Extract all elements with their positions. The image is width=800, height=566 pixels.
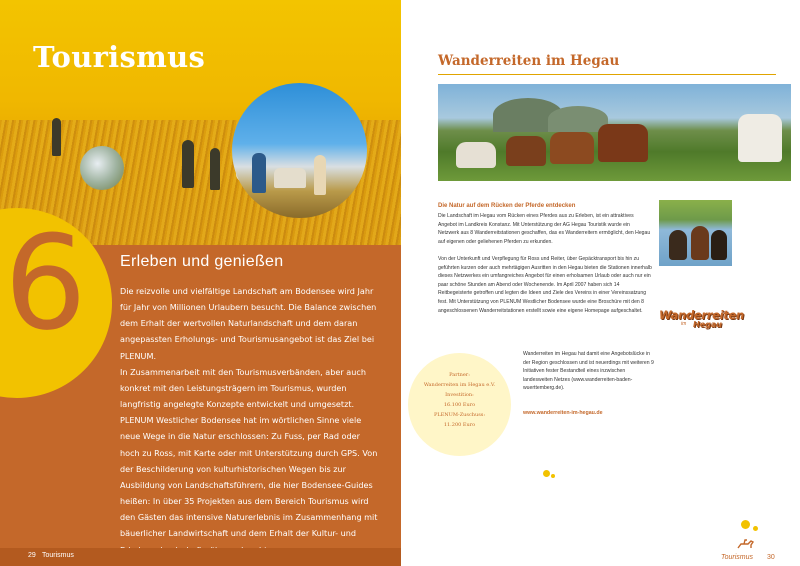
decorative-dot: [551, 474, 555, 478]
right-page: [401, 0, 800, 566]
body-paragraph: Die reizvolle und vielfältige Landschaft am Bodensee wird Jahr für Jahr von Millionen Urlaubern besucht. Die Balance zwischen dem Erhalt der wertvollen Naturlandschaft und dem daran angepassten Erholungs- und Tourismusangebot ist das Ziel bei PLENUM.: [120, 286, 377, 361]
partner-info: [408, 370, 511, 430]
horse-figure: [691, 226, 709, 260]
footer-section-label: Tourismus: [721, 554, 754, 561]
horse-figure: [550, 132, 594, 164]
person-figure: [314, 155, 326, 195]
person-figure: [182, 140, 194, 188]
body-paragraph: In Zusammenarbeit mit den Tourismusverbänden, aber auch konkret mit den Leistungsträgern im Tourismus, wurden langfristig angelegte Konzepte entwickelt und umgesetzt. PLENUM Westlicher Bodensee hat im wörtlichen Sinne viele neue Wege in die Natur erschlossen: Zu Fuss, per Rad oder hoch zu Ross, mit Karte oder mit Unterstützung durch GPS. Von der Beschilderung von kulturhistorischen Wegen bis zur Ausbildung von Landschaftsführern, die hier Bodensee-Guides heißen: In über 35 Projekten aus dem Bereich Tourismus wird den Gästen das intensive Naturerlebnis im Zusammenhang mit bäuerlicher Landwirtschaft und dem Erhalt der Kultur- und: [120, 366, 378, 539]
section-subtitle: Erleben und genießen: [120, 253, 284, 270]
investment-label: Investition:: [445, 392, 474, 398]
article-text: [438, 212, 652, 324]
person-figure: [52, 118, 61, 156]
wanderreiten-logo: [659, 308, 744, 330]
heading-rule: [438, 74, 776, 75]
decorative-dot: [753, 526, 758, 531]
horse-figure: [711, 230, 727, 260]
article-subheading: Die Natur auf dem Rücken der Pferde entdecken: [438, 203, 576, 209]
horse-figure: [456, 142, 496, 168]
horse-figure: [506, 136, 546, 166]
horse-water-photo: [659, 200, 732, 266]
partner-name: Wanderreiten im Hegau e.V.: [423, 382, 496, 388]
page-footer: [0, 548, 401, 566]
page-number: 29: [28, 552, 36, 559]
side-paragraph: Wanderreiten im Hegau hat damit eine Angebotslücke in der Region geschlossen und ist neuerdings mit weiteren 9 Initiativen fester Bestandteil eines inzwischen landesweiten Netzes (www.wanderreiten-baden-wuerttemberg.de).: [523, 351, 654, 392]
article-paragraph: Von der Unterkunft und Verpflegung für Ross und Reiter, über Gepäcktransport bis hin zu geführten kurzen oder auch mehrtägigen Ausritten in den Hegau bieten die Stationen innerhalb dieses Netzwerkes ein umfangreiches Angebot für einen erholsamen Urlaub oder auch nur ein paar schöne Stunden am Abend oder Wochenende. Im April 2007 haben sich 14 Reitbegeisterte getroffen und legten die Ideen und Ziele des Vereins in einer Vereinssatzung fest. Mit Unterstützung von PLENUM Westlicher Bodensee wurde eine Broschüre mit den 8 angeschlossenen Wanderreitstationen erstellt sowie eine eigene Homepage aufgeschaltet.: [438, 255, 652, 314]
goat-figure: [274, 168, 306, 188]
article-paragraph: Die Landschaft im Hegau vom Rücken eines Pferdes aus zu Erleben, ist ein attraktives Angebot im Landkreis Konstanz. Mit Unterstützung der AG Hegau Touristik wurde ein Netzwerk aus 8 Wanderreitstationen geschaffen, das es Wanderreitern ermöglicht, den Hegau auf eigenen oder geliehenen Pferden zu erkunden.: [438, 213, 651, 245]
goat-photo-circle: [80, 146, 124, 190]
horse-figure: [738, 114, 782, 162]
person-figure: [210, 148, 220, 190]
chapter-number: 6: [4, 207, 87, 359]
subsidy-value: 11.200 Euro: [443, 422, 476, 428]
partner-label: Partner:: [449, 372, 470, 378]
decorative-dot: [741, 520, 750, 529]
person-figure: [252, 153, 266, 193]
decorative-dot: [543, 470, 550, 477]
logo-text: im: [681, 321, 687, 327]
body-text: [120, 283, 380, 558]
logo-text: Hegau: [693, 320, 722, 329]
page-number: 30: [767, 554, 775, 561]
footer-section-label: Tourismus: [42, 552, 74, 559]
horse-figure: [669, 230, 687, 260]
horse-figure: [598, 124, 648, 162]
side-text: [523, 350, 655, 393]
page-footer: [401, 548, 800, 566]
article-heading: Wanderreiten im Hegau: [438, 53, 620, 69]
subsidy-label: PLENUM-Zuschuss:: [433, 412, 486, 418]
page-title: Tourismus: [33, 40, 206, 74]
logo-text: Wanderreiten: [659, 308, 744, 322]
horse-riders-photo: [438, 84, 791, 181]
website-link[interactable]: www.wanderreiten-im-hegau.de: [523, 410, 603, 416]
investment-value: 16.100 Euro: [443, 402, 476, 408]
goat-herder-photo-circle: [232, 83, 367, 218]
